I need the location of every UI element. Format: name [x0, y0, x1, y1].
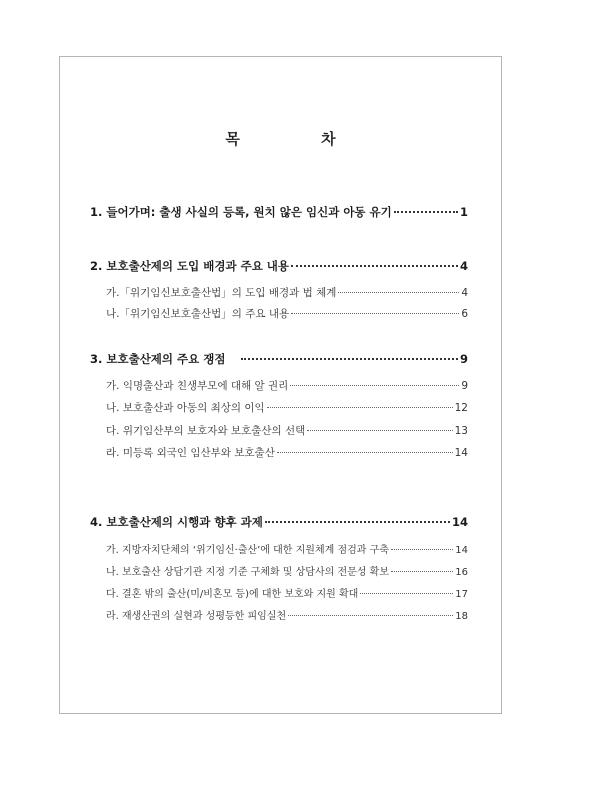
toc-leader-dots	[267, 406, 453, 408]
toc-page-number: 6	[461, 308, 468, 320]
toc-item-label: 나. 보호출산 상담기관 지정 기준 구체화 및 상담사의 전문성 확보	[106, 567, 389, 578]
toc-page-number: 9	[459, 352, 468, 366]
toc-section-1[interactable]	[90, 204, 468, 220]
toc-page-number: 1	[459, 205, 468, 219]
toc-leader-dots	[265, 520, 450, 523]
toc-page-number: 4	[459, 259, 468, 273]
toc-item-label: 가.「위기임신보호출산법」의 도입 배경과 법 체계	[106, 287, 337, 299]
toc-page-number: 16	[455, 567, 468, 578]
toc-item-3-4[interactable]	[106, 445, 468, 460]
toc-item-4-4[interactable]	[106, 607, 468, 622]
toc-item-4-3[interactable]	[106, 585, 468, 600]
toc-section-label: 4. 보호출산제의 시행과 향후 과제	[90, 515, 263, 529]
toc-section-2[interactable]	[90, 258, 468, 274]
toc-leader-dots	[277, 451, 453, 453]
toc-item-label: 다. 위기임산부의 보호자와 보호출산의 선택	[106, 425, 306, 437]
toc-leader-dots	[360, 592, 453, 594]
toc-section-label: 1. 들어가며: 출생 사실의 등록, 원치 않은 임신과 아동 유기	[90, 205, 392, 219]
toc-leader-dots	[291, 264, 458, 267]
toc-page-number: 14	[451, 515, 468, 529]
toc-leader-dots	[291, 312, 459, 314]
toc-item-label: 나. 보호출산과 아동의 최상의 이익	[106, 402, 265, 414]
toc-leader-dots	[391, 548, 453, 550]
toc-item-2-2[interactable]	[106, 306, 468, 321]
toc-page-number: 14	[455, 545, 468, 556]
toc-leader-dots	[288, 614, 453, 616]
toc-leader-dots	[391, 570, 453, 572]
toc-page-number: 4	[461, 287, 468, 299]
toc-page-number: 18	[455, 611, 468, 622]
toc-leader-dots	[338, 291, 459, 293]
toc-page-number: 12	[454, 402, 468, 414]
toc-section-label: 3. 보호출산제의 주요 쟁점	[90, 352, 226, 366]
toc-leader-dots	[307, 429, 452, 431]
toc-item-4-2[interactable]	[106, 563, 468, 578]
toc-item-label: 라. 미등록 외국인 임산부와 보호출산	[106, 447, 275, 459]
toc-page-number: 17	[455, 589, 468, 600]
toc-leader-dots	[394, 210, 458, 213]
toc-page-number: 13	[454, 425, 468, 437]
toc-item-label: 가. 지방자치단체의 ‘위기임신·출산’에 대한 지원체계 점검과 구축	[106, 545, 389, 556]
toc-item-3-2[interactable]	[106, 400, 468, 415]
toc-item-label: 가. 익명출산과 친생부모에 대해 알 권리	[106, 380, 289, 392]
toc-item-label: 나.「위기임신보호출산법」의 주요 내용	[106, 308, 290, 320]
toc-page-number: 14	[454, 447, 468, 459]
toc-item-2-1[interactable]	[106, 285, 468, 300]
toc-section-3[interactable]	[90, 351, 468, 367]
toc-leader-dots	[241, 357, 458, 360]
toc-leader-dots	[290, 384, 459, 386]
toc-item-label: 다. 결혼 밖의 출산(미/비혼모 등)에 대한 보호와 지원 확대	[106, 589, 359, 600]
toc-section-label: 2. 보호출산제의 도입 배경과 주요 내용	[90, 259, 290, 273]
toc-section-4[interactable]	[90, 514, 468, 530]
toc-item-label: 라. 재생산권의 실현과 성평등한 피임실천	[106, 611, 287, 622]
toc-item-3-1[interactable]	[106, 378, 468, 393]
toc-item-3-3[interactable]	[106, 423, 468, 438]
toc-page-number: 9	[461, 380, 468, 392]
toc-title: 목 차	[225, 130, 374, 148]
toc-item-4-1[interactable]	[106, 541, 468, 556]
